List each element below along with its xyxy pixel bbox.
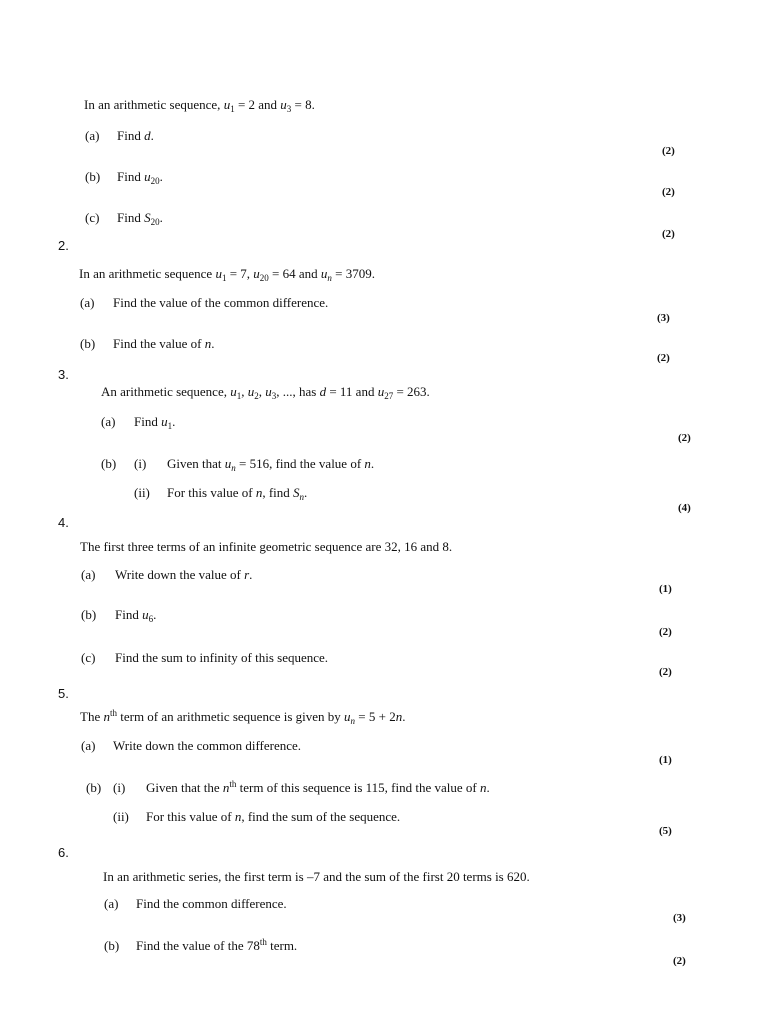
q6-part-b-label: (b)	[104, 938, 120, 953]
question-5-stem: The $n^{th}$ term of an arithmetic sequence is given by $u_n = 5 + 2n$.	[80, 708, 406, 726]
q3-part-b-marks: (4)	[678, 502, 691, 514]
q4-part-b-label: (b)	[81, 607, 97, 622]
q1-part-b-text: Find $u_{20}$.	[117, 169, 163, 186]
q5-part-b-ii-label: (ii)	[113, 809, 129, 824]
q1-part-b-marks: (2)	[662, 186, 675, 198]
q1-part-a-text: Find d.	[117, 128, 154, 143]
q5-part-b-label: (b)	[86, 780, 102, 795]
q5-part-a-label: (a)	[81, 738, 96, 753]
question-6-number: 6.	[58, 845, 69, 860]
q5-part-a-text: Write down the common difference.	[113, 738, 302, 753]
q2-part-b-label: (b)	[80, 336, 96, 351]
q3-part-a-label: (a)	[101, 414, 116, 429]
q2-part-b-marks: (2)	[657, 352, 670, 364]
q1-part-a-label: (a)	[85, 128, 100, 143]
q2-part-a-marks: (3)	[657, 312, 670, 324]
q6-part-a-marks: (3)	[673, 912, 686, 924]
q2-part-b-text: Find the value of n.	[113, 336, 215, 351]
q6-part-b-text: Find the value of the 78th term.	[136, 937, 298, 953]
question-2-number: 2.	[58, 238, 69, 253]
q2-part-a-label: (a)	[80, 295, 95, 310]
q5-part-b-i-label: (i)	[113, 780, 126, 795]
q4-part-c-label: (c)	[81, 650, 96, 665]
q4-part-a-text: Write down the value of r.	[115, 567, 253, 582]
q1-part-a-marks: (2)	[662, 145, 675, 157]
q3-part-b-label: (b)	[101, 456, 117, 471]
question-1-stem: In an arithmetic sequence, $u_1 = 2$ and $u_3 = 8$.	[84, 97, 315, 114]
q6-part-a-text: Find the common difference.	[136, 896, 287, 911]
q6-part-a-label: (a)	[104, 896, 119, 911]
q3-part-b-ii-text: For this value of n, find $S_n$.	[167, 485, 308, 502]
q5-part-b-marks: (5)	[659, 825, 672, 837]
q1-part-c-marks: (2)	[662, 228, 675, 240]
q1-part-c-label: (c)	[85, 210, 100, 225]
q4-part-b-text: Find $u_6$.	[115, 607, 157, 624]
question-6-stem: In an arithmetic series, the first term is –7 and the sum of the first 20 terms is 620.	[103, 869, 530, 884]
q4-part-c-marks: (2)	[659, 666, 672, 678]
q1-part-c-text: Find $S_{20}$.	[117, 210, 163, 227]
q3-part-b-i-label: (i)	[134, 456, 147, 471]
q2-part-a-text: Find the value of the common difference.	[113, 295, 329, 310]
q1-part-b-label: (b)	[85, 169, 101, 184]
q4-part-a-marks: (1)	[659, 583, 672, 595]
q3-part-b-i-text: Given that $u_n = 516$, find the value of n.	[167, 456, 375, 473]
question-2-stem: In an arithmetic sequence $u_1 = 7$, $u_{20} = 64$ and $u_n = 3709$.	[79, 266, 375, 283]
q4-part-a-label: (a)	[81, 567, 96, 582]
q3-part-b-ii-label: (ii)	[134, 485, 150, 500]
q5-part-a-marks: (1)	[659, 754, 672, 766]
question-5-number: 5.	[58, 686, 69, 701]
q5-part-b-ii-text: For this value of n, find the sum of the sequence.	[146, 809, 401, 824]
question-4-number: 4.	[58, 515, 69, 530]
q3-part-a-marks: (2)	[678, 432, 691, 444]
q5-part-b-i-text: Given that the $n^{th}$ term of this sequence is 115, find the value of n.	[146, 779, 490, 795]
question-3-number: 3.	[58, 367, 69, 382]
q4-part-b-marks: (2)	[659, 626, 672, 638]
q6-part-b-marks: (2)	[673, 955, 686, 967]
question-4-stem: The first three terms of an infinite geometric sequence are 32, 16 and 8.	[80, 539, 453, 554]
q3-part-a-text: Find $u_1$.	[134, 414, 176, 431]
q4-part-c-text: Find the sum to infinity of this sequence.	[115, 650, 329, 665]
question-3-stem: An arithmetic sequence, $u_1$, $u_2$, $u_3$, ..., has d = 11 and $u_{27} = 263$.	[101, 384, 430, 401]
